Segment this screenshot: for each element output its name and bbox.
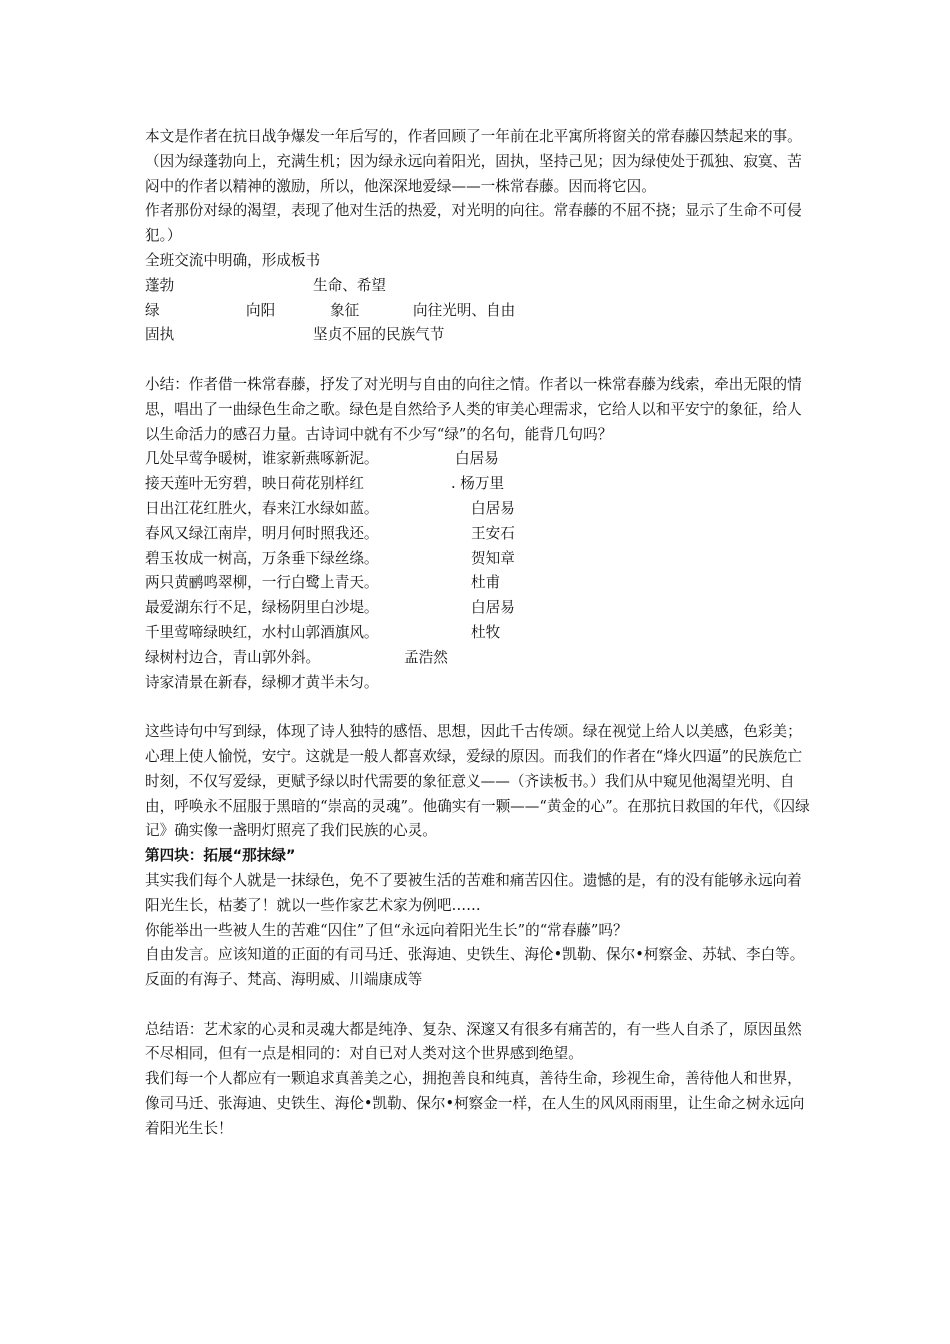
board-symbol: 象征 [330, 301, 360, 319]
section-paragraph: 自由发言。应该知道的正面的有司马迁、张海迪、史铁生、海伦•凯勒、保尔•柯察金、苏轼、李白等。反面的有海子、梵高、海明威、川端康成等 [145, 946, 805, 989]
poem-author: 贺知章 [471, 549, 515, 567]
conclusion-paragraph: 我们每一个人都应有一颗追求真善美之心，拥抱善良和纯真，善待生命，珍视生命，善待他人和世界，像司马迁、张海迪、史铁生、海伦•凯勒、保尔•柯察金一样，在人生的风风雨雨里，让生命之树永远向着阳光生长！ [145, 1070, 805, 1137]
poem-text: 几处早莺争暖树，谁家新燕啄新泥。 [145, 450, 379, 468]
document-page [145, 125, 813, 1142]
poem-line [145, 571, 813, 596]
poem-line [145, 497, 813, 522]
section-paragraph: 其实我们每个人就是一抹绿色，免不了要被生活的苦难和痛苦囚住。遗憾的是，有的没有能够永远向着阳光生长，枯萎了！就以一些作家艺术家为例吧…… [145, 871, 802, 914]
board-term: 绿 [145, 301, 160, 319]
poem-author: 白居易 [471, 599, 515, 617]
poem-line [145, 621, 813, 646]
board-meaning: 坚贞不屈的民族气节 [313, 326, 445, 344]
poem-text: 绿树村边合，青山郭外斜。 [145, 648, 321, 666]
section-paragraph: 你能举出一些被人生的苦难“囚住”了但“永远向着阳光生长”的“常春藤”吗？ [145, 921, 628, 939]
poem-author: 白居易 [471, 499, 515, 517]
poem-author: 杜牧 [471, 623, 501, 641]
board-term: 固执 [145, 326, 175, 344]
poem-line [145, 671, 813, 696]
section-heading: 第四块：拓展“那抹绿” [145, 847, 296, 865]
analysis-paragraph: 这些诗句中写到绿，体现了诗人独特的感悟、思想，因此千古传颂。绿在视觉上给人以美感，色彩美；心理上使人愉悦，安宁。这就是一般人都喜欢绿，爱绿的原因。而我们的作者在“烽火四逼”的民族危亡时刻，不仅写爱绿，更赋予绿以时代需要的象征意义——（齐读板书。）我们从中窥见他渴望光明、自由，呼唤永不屈服于黑暗的“崇高的灵魂”。他确实有一颗——“黄金的心”。在那抗日救国的年代，《囚绿记》确实像一盏明灯照亮了我们民族的心灵。 [145, 723, 810, 840]
poem-text: 诗家清景在新春，绿柳才黄半未匀。 [145, 673, 379, 691]
poem-line [145, 447, 813, 472]
board-meaning: 生命、希望 [313, 276, 386, 294]
poem-author: 王安石 [471, 524, 515, 542]
intro-paragraph: （因为绿蓬勃向上，充满生机；因为绿永远向着阳光，固执，坚持己见；因为绿使处于孤独、寂寞、苦闷中的作者以精神的激励，所以，他深深地爱绿——一株常春藤。因而将它囚。 [145, 152, 802, 195]
poem-author: . 杨万里 [451, 475, 505, 493]
intro-paragraph: 本文是作者在抗日战争爆发一年后写的，作者回顾了一年前在北平寓所将窗关的常春藤囚禁起来的事。 [145, 128, 802, 145]
summary-paragraph: 小结：作者借一株常春藤，抒发了对光明与自由的向往之情。作者以一株常春藤为线索，牵出无限的情思，唱出了一曲绿色生命之歌。绿色是自然给予人类的审美心理需求，它给人以和平安宁的象征，给人以生命活力的感召力量。古诗词中就有不少写“绿”的名句，能背几句吗？ [145, 375, 802, 443]
board-meaning: 向往光明、自由 [413, 301, 516, 319]
board-row [145, 274, 813, 299]
board-row [145, 323, 813, 348]
poem-text: 千里莺啼绿映红，水村山郭酒旗风。 [145, 623, 379, 641]
poem-line [145, 596, 813, 621]
poem-text: 两只黄鹂鸣翠柳，一行白鹭上青天。 [145, 574, 379, 592]
poem-text: 春风又绿江南岸，明月何时照我还。 [145, 524, 379, 542]
intro-paragraph: 全班交流中明确，形成板书 [145, 251, 321, 269]
poem-author: 白居易 [455, 450, 499, 468]
board-row [145, 299, 813, 324]
poem-text: 碧玉妆成一树高，万条垂下绿丝绦。 [145, 549, 379, 567]
board-term: 向阳 [246, 301, 276, 319]
poem-author: 杜甫 [471, 574, 501, 592]
conclusion-paragraph: 总结语：艺术家的心灵和灵魂大都是纯净、复杂、深邃又有很多有痛苦的，有一些人自杀了，原因虽然不尽相同，但有一点是相同的：对自已对人类对这个世界感到绝望。 [145, 1020, 802, 1063]
poem-line [145, 522, 813, 547]
poem-line [145, 472, 813, 497]
intro-paragraph: 作者那份对绿的渴望，表现了他对生活的热爱，对光明的向往。常春藤的不屈不挠；显示了生命不可侵犯。） [145, 202, 802, 245]
board-term: 蓬勃 [145, 276, 175, 294]
poem-text: 接天莲叶无穷碧，映日荷花别样红 [145, 475, 364, 493]
poem-text: 日出江花红胜火，春来江水绿如蓝。 [145, 499, 379, 517]
poem-author: 孟浩然 [404, 648, 448, 666]
poem-text: 最爱湖东行不足，绿杨阴里白沙堤。 [145, 599, 379, 617]
poem-line [145, 646, 813, 671]
poem-line [145, 547, 813, 572]
